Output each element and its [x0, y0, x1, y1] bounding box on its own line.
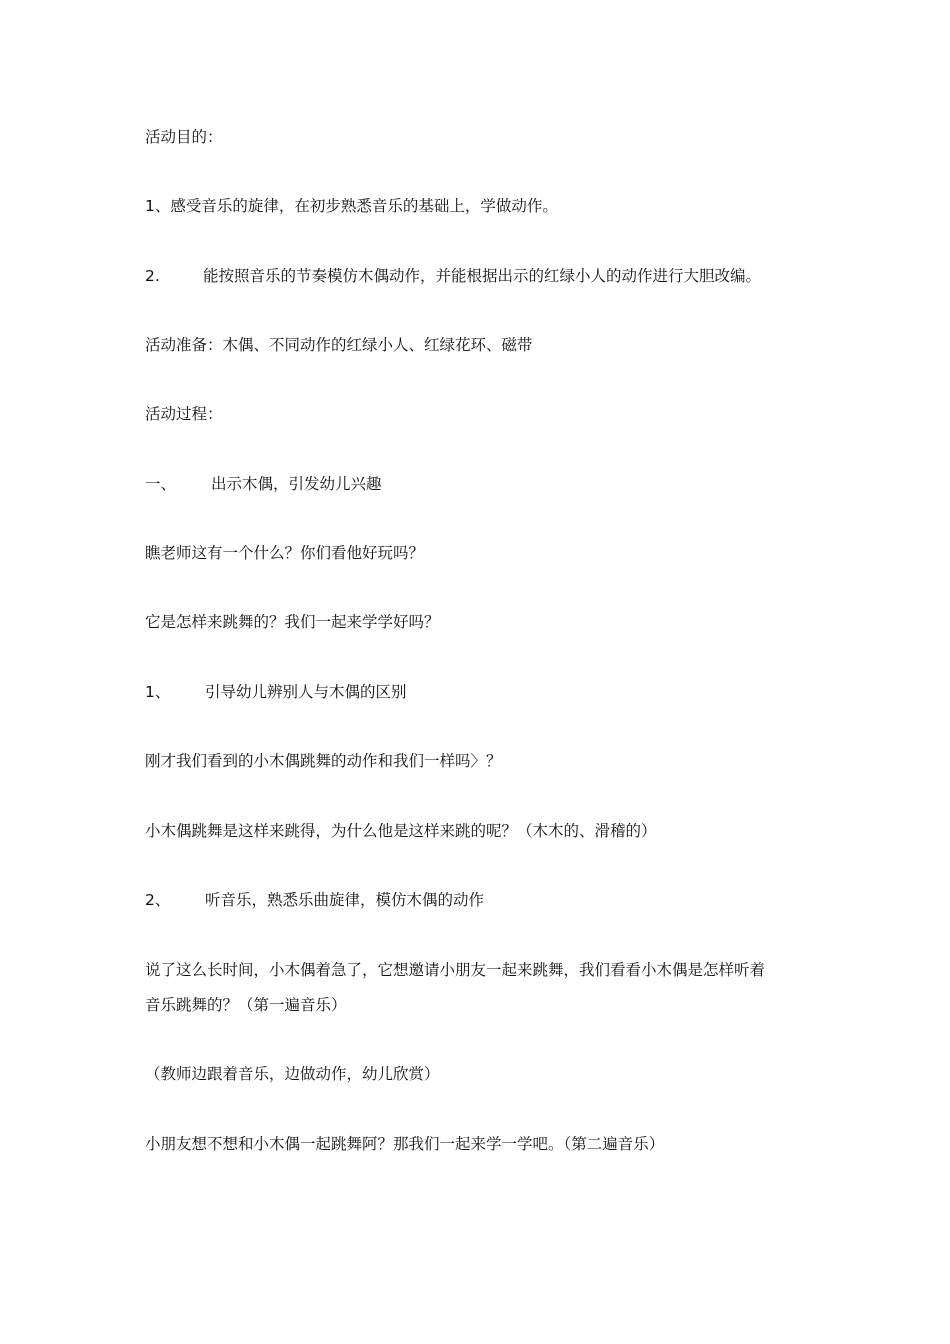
goal-item-1: 1、感受音乐的旋律，在初步熟悉音乐的基础上，学做动作。 [145, 197, 558, 215]
substep-1-text: 引导幼儿辨别人与木偶的区别 [205, 683, 407, 701]
goal-item-2-number: 2. [145, 267, 160, 285]
activity-preparation: 活动准备：木偶、不同动作的红绿小人、红绿花环、磁带 [145, 336, 533, 354]
paragraph-question-4: 小木偶跳舞是这样来跳得，为什么他是这样来跳的呢？（木木的、滑稽的） [145, 822, 657, 840]
paragraph-invite-line-2: 音乐跳舞的？（第一遍音乐） [145, 996, 347, 1014]
substep-1 [145, 679, 407, 705]
substep-2 [145, 887, 484, 913]
paragraph-learn-together: 小朋友想不想和小木偶一起跳舞阿？那我们一起来学一学吧。（第二遍音乐） [145, 1135, 665, 1153]
heading-activity-goal: 活动目的： [145, 128, 223, 146]
paragraph-question-3: 刚才我们看到的小木偶跳舞的动作和我们一样吗〉？ [145, 752, 502, 770]
process-step-1 [145, 471, 382, 497]
process-step-1-number: 一、 [145, 475, 177, 493]
paragraph-invite-line-1: 说了这么长时间，小木偶着急了，它想邀请小朋友一起来跳舞，我们看看小木偶是怎样听着 [145, 961, 766, 979]
paragraph-question-2: 它是怎样来跳舞的？我们一起来学学好吗？ [145, 613, 440, 631]
substep-2-number: 2、 [145, 891, 171, 909]
substep-1-number: 1、 [145, 683, 171, 701]
paragraph-question-1: 瞧老师这有一个什么？你们看他好玩吗？ [145, 544, 425, 562]
goal-item-2-text: 能按照音乐的节奏模仿木偶动作，并能根据出示的红绿小人的动作进行大胆改编。 [203, 267, 762, 285]
goal-item-2 [145, 263, 761, 289]
process-step-1-text: 出示木偶，引发幼儿兴趣 [211, 475, 382, 493]
paragraph-teacher-demo: （教师边跟着音乐，边做动作，幼儿欣赏） [145, 1065, 440, 1083]
substep-2-text: 听音乐，熟悉乐曲旋律，模仿木偶的动作 [205, 891, 485, 909]
heading-activity-process: 活动过程： [145, 405, 223, 423]
